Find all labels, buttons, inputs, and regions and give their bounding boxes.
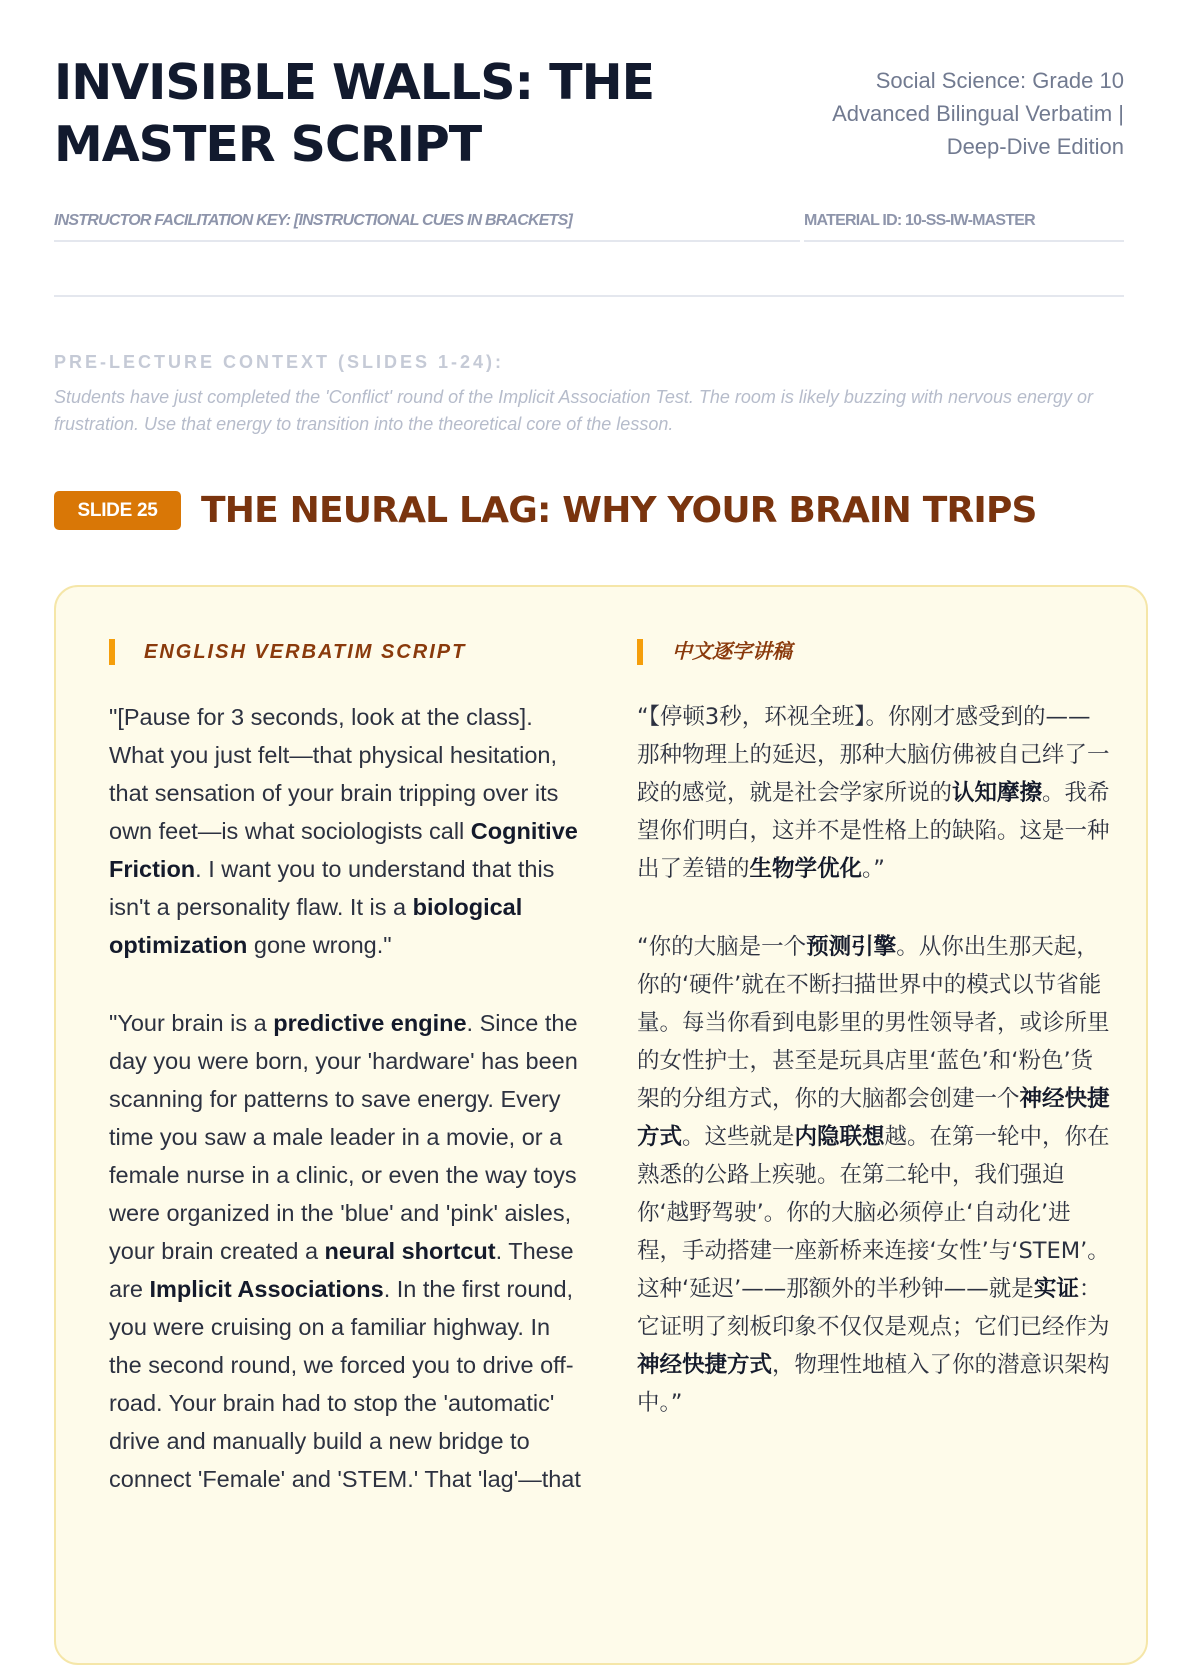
pre-lecture-label: PRE-LECTURE CONTEXT (SLIDES 1-24): (54, 352, 505, 372)
key-term: biological optimization (109, 894, 523, 958)
text-run: ，物理性地植入了你的潜意识架构中。” (637, 1352, 1110, 1416)
english-paragraphs (109, 698, 584, 1538)
text-run: gone wrong." (247, 932, 392, 958)
text-run: 。从你出生那天起，你的‘硬件’就在不断扫描世界中的模式以节省能量。每当你看到电影里的男性领导者，或诊所里的女性护士，甚至是玩具店里‘蓝色’和‘粉色’货架的分组方式，你的大脑都会创建一个 (637, 934, 1110, 1112)
chinese-paragraphs (637, 698, 1112, 1462)
text-run: . I want you to understand that this isn't a personality flaw. It is a (109, 856, 555, 920)
chinese-column-label: 中文逐字讲稿 (637, 639, 792, 665)
text-run: 。我希望你们明白，这并不是性格上的缺陷。这是一种出了差错的 (637, 780, 1110, 882)
document-meta (832, 52, 1124, 163)
text-run: 。” (862, 856, 885, 882)
pre-lecture-text: Students have just completed the 'Conflict' round of the Implicit Association Test. The room is likely buzzing with nervous energy or frustration. Use that energy to transition into the theoretical core of the lesson. (54, 387, 1094, 434)
key-term: 预测引擎 (806, 934, 897, 960)
text-run: 越。在第一轮中，你在熟悉的公路上疾驰。在第二轮中，我们强迫你‘越野驾驶’。你的大脑必须停止‘自动化’进程，手动搭建一座新桥来连接‘女性’与‘STEM’。这种‘延迟’——那额外的半秒钟——就是 (637, 1124, 1110, 1302)
key-term: 神经快捷方式 (637, 1086, 1110, 1150)
script-card (54, 585, 1148, 1665)
key-term: neural shortcut (324, 1238, 496, 1264)
meta-subject: Social Science: Grade 10 (875, 68, 1124, 93)
facilitation-key: INSTRUCTOR FACILITATION KEY: [INSTRUCTIONAL CUES IN BRACKETS] (54, 212, 800, 242)
slide-title: THE NEURAL LAG: WHY YOUR BRAIN TRIPS (201, 490, 1037, 531)
chinese-paragraph-1 (637, 698, 1112, 888)
text-run: "[Pause for 3 seconds, look at the class]. What you just felt—that physical hesitation, that sensation of your brain tripping over its own feet—is what sociologists call (109, 704, 559, 844)
text-run: . These are (109, 1238, 574, 1302)
header-divider (54, 295, 1124, 297)
facilitation-row (54, 212, 1124, 242)
text-run: "Your brain is a (109, 1010, 274, 1036)
document-title: INVISIBLE WALLS: THE MASTER SCRIPT (54, 54, 655, 173)
text-run: “你的大脑是一个 (637, 934, 807, 960)
english-paragraph-1 (109, 698, 584, 964)
text-run: . In the first round, you were cruising on a familiar highway. In the second round, we forced you to drive off-road. Your brain had to stop the 'automatic' drive and manually build a new bridge to connect 'Female' and 'STEM.' That 'lag'—that (109, 1276, 581, 1492)
key-term: predictive engine (273, 1010, 467, 1036)
key-term: 生物学优化 (749, 856, 863, 882)
slide-heading (54, 490, 1037, 531)
meta-edition-line1: Advanced Bilingual Verbatim | (832, 101, 1124, 126)
text-run: ：它证明了刻板印象不仅仅是观点；它们已经作为 (637, 1276, 1110, 1340)
english-column-label: ENGLISH VERBATIM SCRIPT (109, 639, 466, 665)
text-run: . Since the day you were born, your 'hardware' has been scanning for patterns to save energy. Every time you saw a male leader in a movie, or a female nurse in a clinic, or even the way toys were organized in the 'blue' and 'pink' aisles, your brain created a (109, 1010, 578, 1264)
text-run: “【停顿3秒，环视全班】。你刚才感受到的——那种物理上的延迟，那种大脑仿佛被自己绊了一跤的感觉，就是社会学家所说的 (637, 704, 1110, 806)
key-term: 神经快捷方式 (637, 1352, 773, 1378)
material-id: MATERIAL ID: 10-SS-IW-MASTER (804, 212, 1124, 242)
key-term: 认知摩擦 (952, 780, 1043, 806)
english-paragraph-2 (109, 1004, 584, 1498)
key-term: Implicit Associations (149, 1276, 384, 1302)
key-term: Cognitive Friction (109, 818, 578, 882)
chinese-paragraph-2 (637, 928, 1112, 1422)
key-term: 实证 (1033, 1276, 1079, 1302)
meta-edition-line2: Deep-Dive Edition (946, 134, 1124, 159)
document-header (54, 52, 1124, 176)
key-term: 内隐联想 (794, 1124, 885, 1150)
text-run: 。这些就是 (682, 1124, 795, 1150)
slide-badge: SLIDE 25 (54, 491, 181, 530)
